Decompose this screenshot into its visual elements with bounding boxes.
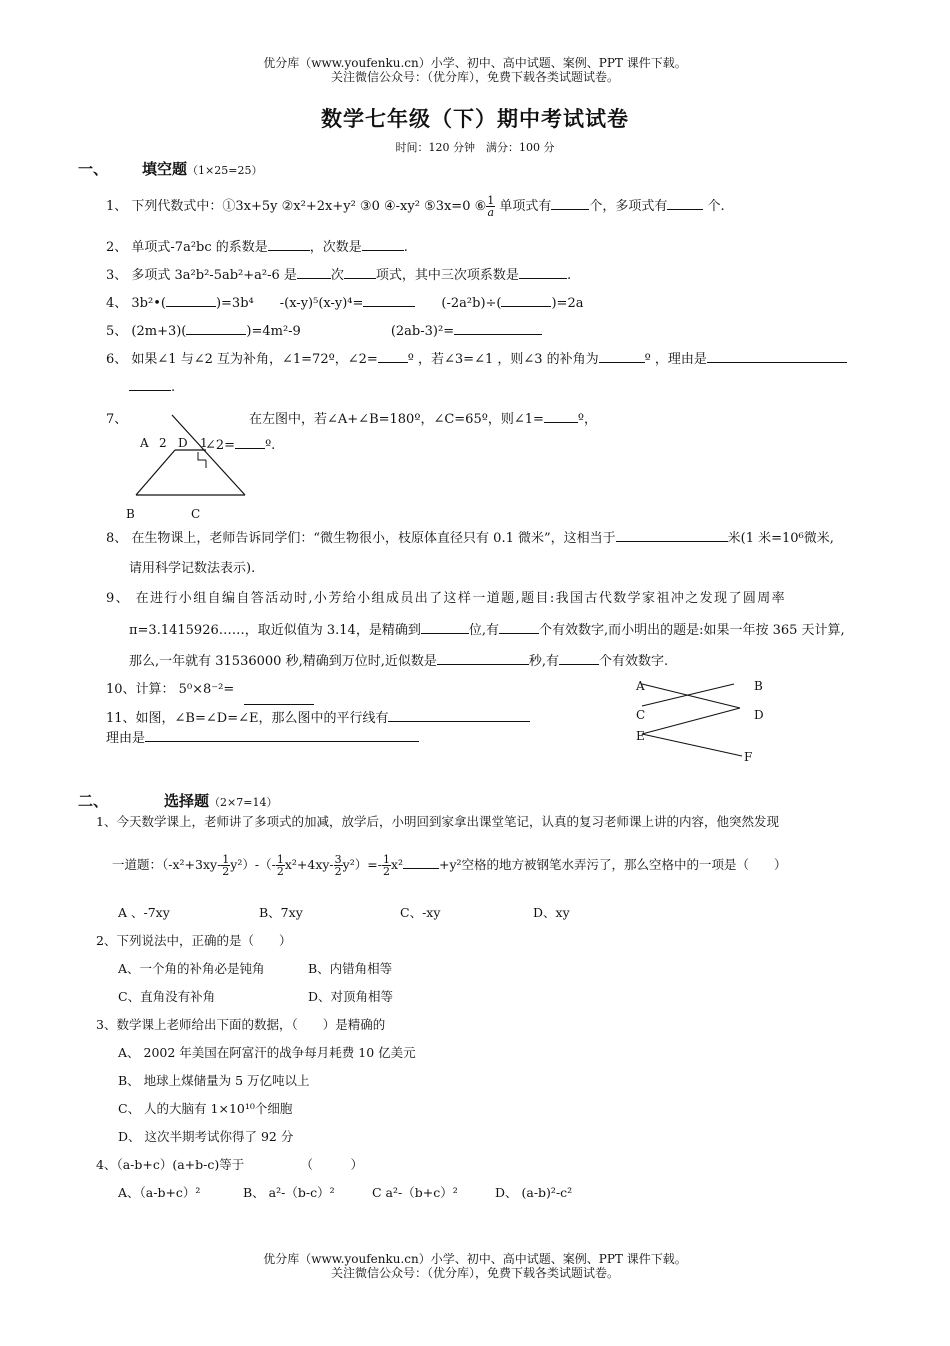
- choice-3-option-b[interactable]: B、 地球上煤储量为 5 万亿吨以上: [118, 1073, 310, 1088]
- answer-blank[interactable]: [344, 266, 376, 279]
- label-a: A: [636, 679, 645, 693]
- q1-fraction: $\frac{1}{a}$: [487, 194, 495, 219]
- choice-2-option-b[interactable]: B、内错角相等: [308, 961, 393, 976]
- footer-line-2: 关注微信公众号：（优分库），免费下载各类试题试卷。: [330, 1266, 619, 1280]
- label-b: B: [126, 507, 135, 521]
- header-line-1: 优分库（www.youfenku.cn）小学、初中、高中试题、案例、PPT 课件下载。: [263, 56, 687, 70]
- answer-blank[interactable]: [519, 266, 567, 279]
- section-1-title: 填空题: [142, 160, 188, 178]
- answer-blank[interactable]: [551, 197, 589, 210]
- answer-blank[interactable]: [129, 378, 171, 391]
- answer-blank[interactable]: [421, 621, 469, 634]
- section-2-score: （2×7=14）: [209, 796, 278, 809]
- fill-question-6-cont: .: [129, 378, 175, 395]
- fill-question-5: 5、 (2m+3)( )=4m²-9 (2ab-3)²=: [106, 320, 542, 339]
- choice-1-option-d[interactable]: D、xy: [533, 905, 570, 920]
- segment-ef: [642, 734, 742, 756]
- header-line-2: 关注微信公众号：（优分库），免费下载各类试题试卷。: [330, 70, 619, 84]
- answer-blank[interactable]: [362, 238, 404, 251]
- answer-blank[interactable]: [616, 529, 728, 542]
- answer-blank[interactable]: [437, 652, 529, 665]
- segment-ab: [136, 450, 175, 495]
- answer-blank[interactable]: [599, 350, 645, 363]
- answer-blank[interactable]: [268, 238, 310, 251]
- fill-question-9: 9、 在进行小组自编自答活动时,小芳给小组成员出了这样一道题,题目:我国古代数学家祖冲之发现了圆周率: [106, 591, 787, 606]
- fill-question-9-line3: 那么,一年就有 31536000 秒,精确到万位时,近似数是 秒,有 个有效数字.: [129, 654, 669, 669]
- fill-question-9-line2: π=3.1415926……，取近似值为 3.14，是精确到 位,有 个有效数字,而小明出的题是:如果一年按 365 天计算,: [129, 623, 845, 638]
- label-2: 2: [159, 436, 167, 450]
- fill-question-7: 在左图中，若∠A+∠B=180º，∠C=65º，则∠1= º，: [249, 412, 598, 427]
- fill-question-3: 3、 多项式 3a²b²-5ab²+a²-6 是 次 项式，其中三次项系数是 .: [106, 268, 572, 283]
- choice-question-1: 1、今天数学课上，老师讲了多项式的加减，放学后，小明回到家拿出课堂笔记，认真的复习老师课上讲的内容，他突然发现: [96, 814, 779, 829]
- answer-blank[interactable]: [235, 436, 265, 449]
- answer-blank[interactable]: [667, 197, 703, 210]
- answer-blank[interactable]: [499, 621, 539, 634]
- label-d: D: [178, 436, 188, 450]
- fill-question-6: 6、 如果∠1 与∠2 互为补角，∠1=72º，∠2= º ，若∠3=∠1 ，则∠3 的补角为 º ，理由是: [106, 348, 847, 367]
- answer-blank[interactable]: [707, 350, 847, 363]
- fill-question-8-cont: 请用科学记数法表示).: [129, 561, 256, 576]
- answer-blank[interactable]: [297, 266, 331, 279]
- answer-blank[interactable]: [166, 294, 216, 307]
- answer-blank[interactable]: [186, 322, 246, 335]
- choice-1-option-a[interactable]: A 、-7xy: [118, 905, 170, 920]
- footer-line-1: 优分库（www.youfenku.cn）小学、初中、高中试题、案例、PPT 课件下载。: [263, 1252, 687, 1266]
- answer-blank[interactable]: [501, 294, 551, 307]
- label-c: C: [636, 708, 646, 722]
- answer-blank[interactable]: [544, 410, 578, 423]
- fill-question-4: 4、 3b²•( )=3b⁴ -(x-y)⁵(x-y)⁴= (-2a²b)÷( )=2a: [106, 296, 584, 311]
- fill-question-1: 1、 下列代数式中：①3x+5y ②x²+2x+y² ③0 ④-xy² ⑤3x=0 ⑥ $\frac{1}{a}$ 单项式有 个，多项式有 个.: [106, 194, 725, 219]
- choice-2-option-a[interactable]: A、一个角的补角必是钝角: [118, 961, 265, 976]
- answer-blank[interactable]: [454, 322, 542, 335]
- fill-question-11-reason: 理由是: [106, 727, 419, 746]
- label-d: D: [754, 708, 764, 722]
- fill-question-8: 8、 在生物课上，老师告诉同学们：“微生物很小，枝原体直径只有 0.1 微米”，这相当于 米(1 米=10⁶微米,: [106, 531, 834, 546]
- label-b: B: [754, 679, 763, 693]
- answer-blank[interactable]: [559, 652, 599, 665]
- choice-1-option-b[interactable]: B、7xy: [259, 905, 303, 920]
- fill-question-2: 2、 单项式-7a²bc 的系数是 ，次数是 .: [106, 240, 408, 255]
- angle-mark: [198, 452, 206, 460]
- choice-question-1-expression: 一道题：（-x²+3xy- $\frac{1}{2}$ y²）-（- $\frac{1}{2}$ x²+4xy- $\frac{3}{2}$ y²）=- $\frac{1}{2}$ x² +y²空格的地方被钢笔水弄污了，那么空格中的一项是（ ）: [112, 853, 787, 878]
- answer-blank[interactable]: [388, 709, 530, 722]
- section-1-number: 一、: [78, 160, 109, 178]
- answer-blank[interactable]: [145, 729, 419, 742]
- answer-blank[interactable]: [363, 294, 415, 307]
- choice-4-option-d[interactable]: D、 (a-b)²-c²: [495, 1185, 573, 1200]
- choice-3-option-d[interactable]: D、 这次半期考试你得了 92 分: [118, 1129, 294, 1144]
- fill-question-10: 10、计算： 5⁰×8⁻²=: [106, 682, 235, 697]
- label-e: E: [636, 729, 645, 743]
- choice-4-option-c[interactable]: C a²-（b+c）²: [372, 1185, 458, 1200]
- choice-2-option-c[interactable]: C、直角没有补角: [118, 989, 216, 1004]
- label-c: C: [191, 507, 201, 521]
- transversal-line: [172, 415, 245, 495]
- trapezoid-figure: [120, 410, 260, 525]
- choice-question-4: 4、（a-b+c）(a+b-c)等于 （ ）: [96, 1157, 364, 1172]
- choice-4-option-b[interactable]: B、 a²-（b-c）²: [243, 1185, 335, 1200]
- answer-blank[interactable]: [244, 704, 314, 705]
- segment-de: [642, 708, 740, 734]
- choice-2-option-d[interactable]: D、对顶角相等: [308, 989, 394, 1004]
- exam-time-info: 时间：120 分钟 满分：100 分: [395, 141, 555, 154]
- section-1-heading: [78, 158, 262, 179]
- label-a: A: [140, 436, 149, 450]
- choice-3-option-c[interactable]: C、 人的大脑有 1×10¹⁰个细胞: [118, 1101, 293, 1116]
- answer-blank[interactable]: [403, 856, 439, 869]
- choice-3-option-a[interactable]: A、 2002 年美国在阿富汗的战争每月耗费 10 亿美元: [118, 1045, 416, 1060]
- label-f: F: [744, 750, 753, 764]
- choice-4-option-a[interactable]: A、（a-b+c）²: [118, 1185, 201, 1200]
- section-2-heading: [78, 790, 277, 811]
- label-1: 1: [200, 436, 208, 450]
- q1-text: 1、 下列代数式中：①3x+5y ②x²+2x+y² ③0 ④-xy² ⑤3x=0 ⑥: [106, 199, 487, 214]
- page-title: 数学七年级（下）期中考试试卷: [321, 106, 629, 131]
- choice-1-option-c[interactable]: C、-xy: [400, 905, 441, 920]
- segment-ad: [642, 684, 740, 708]
- section-2-number: 二、: [78, 792, 109, 810]
- fill-question-7-angle2: ∠2= º.: [205, 438, 276, 453]
- zigzag-parallel-figure: [630, 676, 770, 768]
- choice-question-2: 2、下列说法中，正确的是（ ）: [96, 933, 292, 948]
- choice-question-3: 3、数学课上老师给出下面的数据，（ ）是精确的: [96, 1017, 386, 1032]
- section-1-score: （1×25=25）: [187, 164, 263, 177]
- fill-question-7-number: 7、: [106, 412, 128, 427]
- answer-blank[interactable]: [378, 350, 408, 363]
- section-2-title: 选择题: [164, 792, 210, 810]
- fill-question-11: 11、如图，∠B=∠D=∠E，那么图中的平行线有: [106, 707, 530, 726]
